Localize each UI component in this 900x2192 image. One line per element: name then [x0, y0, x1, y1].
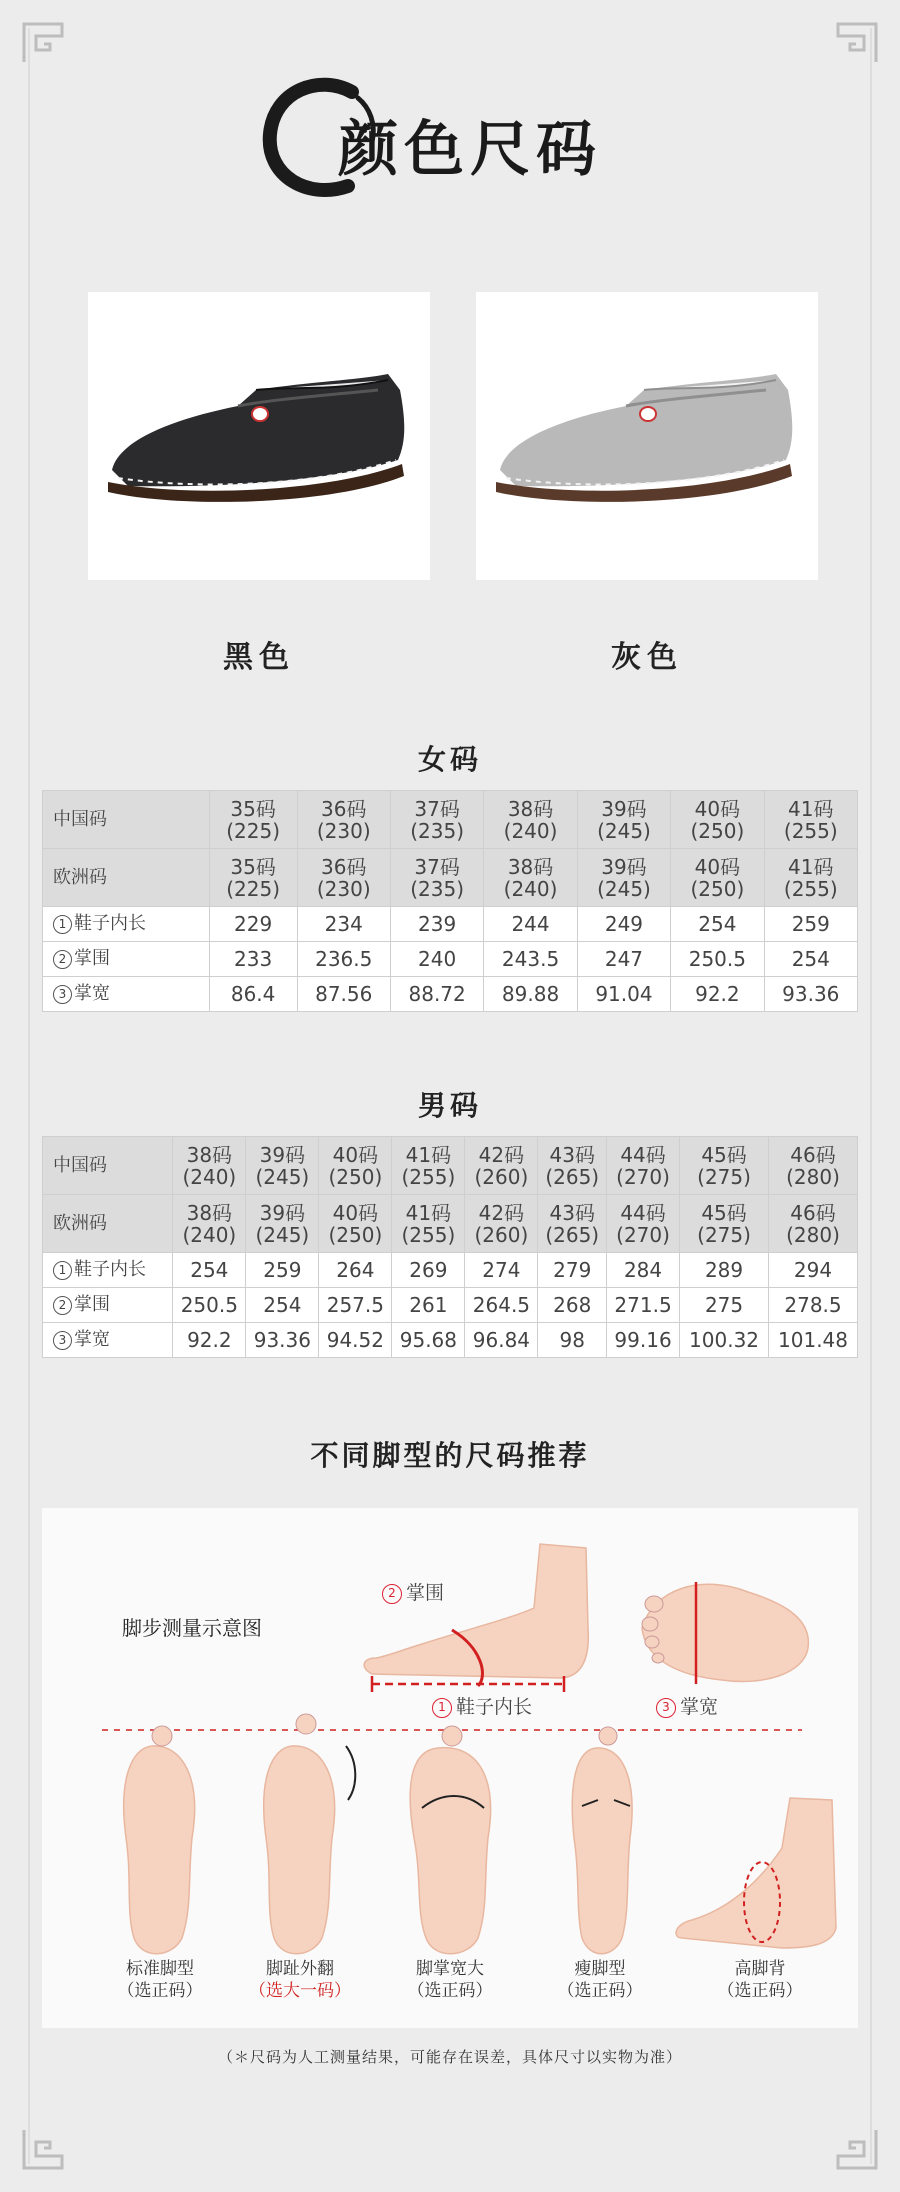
foot-type-slim [530, 1958, 670, 2002]
measurement-cell: 93.36 [764, 977, 857, 1012]
product-image-black[interactable] [88, 292, 430, 580]
size-mm: (280) [786, 1222, 840, 1247]
size-code: 38码 [507, 796, 554, 821]
measurement-cell: 268 [538, 1288, 607, 1323]
size-code: 40码 [694, 796, 741, 821]
foot-type-tip: （选大一码） [249, 1981, 351, 2001]
size-mm: (245) [255, 1164, 310, 1189]
size-code: 43码 [549, 1142, 595, 1167]
size-code: 41码 [405, 1142, 452, 1167]
size-code: 42码 [478, 1200, 525, 1225]
measure-diagram-label: 脚步测量示意图 [122, 1616, 262, 1640]
size-code: 35码 [230, 854, 276, 879]
product-image-grey[interactable] [476, 292, 818, 580]
size-cell [392, 1195, 465, 1253]
size-cell [465, 1195, 538, 1253]
row-number-badge: 2 [53, 1296, 72, 1315]
callout-width-label: 掌宽 [680, 1696, 719, 1718]
size-code: 41码 [405, 1200, 452, 1225]
measurement-cell: 99.16 [607, 1323, 680, 1358]
measurement-cell: 89.88 [484, 977, 577, 1012]
measurement-cell: 259 [764, 907, 857, 942]
row-label: 欧洲码 [43, 849, 210, 907]
row-number-badge: 3 [53, 1331, 72, 1350]
foot-type-standard [90, 1958, 230, 2002]
row-label-text: 掌宽 [74, 1329, 110, 1350]
measurement-cell: 91.04 [577, 977, 670, 1012]
measurement-cell: 101.48 [769, 1323, 858, 1358]
size-mm: (260) [474, 1164, 529, 1189]
foot-side-icon [364, 1544, 588, 1692]
size-code: 36码 [321, 796, 367, 821]
size-code: 45码 [701, 1142, 747, 1167]
size-code: 40码 [694, 854, 741, 879]
size-cell [769, 1137, 858, 1195]
size-cell [319, 1195, 392, 1253]
foot-illustrations [42, 1508, 858, 2028]
foot-sole-wide-icon [410, 1726, 490, 1954]
row-label [43, 907, 210, 942]
measurement-row [43, 1253, 858, 1288]
size-mm: (250) [328, 1164, 383, 1189]
recommend-title: 不同脚型的尺码推荐 [310, 1439, 590, 1472]
size-code: 38码 [186, 1200, 233, 1225]
size-mm: (245) [597, 818, 651, 843]
measurement-cell: 240 [390, 942, 483, 977]
callout-girth-label: 掌围 [406, 1582, 445, 1604]
measurement-cell: 254 [173, 1253, 246, 1288]
foot-sole-bunion-icon [264, 1714, 356, 1954]
measurement-row [43, 1288, 858, 1323]
size-code: 46码 [790, 1142, 836, 1167]
measurement-cell: 261 [392, 1288, 465, 1323]
measurement-cell: 289 [680, 1253, 769, 1288]
measurement-cell: 259 [246, 1253, 319, 1288]
size-code: 44码 [620, 1200, 666, 1225]
measurement-row [43, 942, 858, 977]
row-label-text: 鞋子内长 [74, 1259, 146, 1280]
color-label-grey: 灰色 [611, 640, 683, 675]
foot-type-panel [42, 1508, 858, 2028]
size-code: 42码 [478, 1142, 525, 1167]
corner-ornament [834, 2126, 880, 2172]
row-number-badge: 2 [53, 950, 72, 969]
size-cell [390, 849, 483, 907]
callout-length-number: 1 [432, 1698, 452, 1718]
row-number-badge: 1 [53, 915, 72, 934]
measurement-cell: 271.5 [607, 1288, 680, 1323]
size-code: 41码 [788, 796, 834, 821]
measurement-cell: 244 [484, 907, 577, 942]
size-mm: (240) [182, 1164, 237, 1189]
size-cell [764, 791, 857, 849]
measurement-cell: 269 [392, 1253, 465, 1288]
measurement-cell: 87.56 [297, 977, 390, 1012]
measurement-cell: 254 [764, 942, 857, 977]
size-cell [577, 849, 670, 907]
corner-ornament [20, 20, 66, 66]
row-label-text: 掌围 [74, 1294, 110, 1315]
size-cell [173, 1195, 246, 1253]
foot-type-name: 脚趾外翻 [266, 1959, 334, 1979]
size-code: 38码 [507, 854, 554, 879]
foot-type-tip: （选正码） [407, 1981, 493, 2001]
size-mm: (240) [503, 818, 558, 843]
size-cell [671, 791, 764, 849]
size-mm: (280) [786, 1164, 840, 1189]
foot-type-wide [380, 1958, 520, 2002]
size-code: 43码 [549, 1200, 595, 1225]
foot-sole-standard-icon [124, 1726, 195, 1954]
measurement-cell: 92.2 [671, 977, 764, 1012]
measurement-cell: 93.36 [246, 1323, 319, 1358]
disclaimer-note: （＊尺码为人工测量结果，可能存在误差，具体尺寸以实物为准） [217, 2048, 682, 2066]
measurement-cell: 96.84 [465, 1323, 538, 1358]
size-mm: (230) [316, 818, 371, 843]
size-code: 37码 [414, 796, 460, 821]
measurement-cell: 264.5 [465, 1288, 538, 1323]
callout-girth [382, 1578, 444, 1605]
foot-type-name: 脚掌宽大 [416, 1959, 484, 1979]
size-code: 38码 [186, 1142, 233, 1167]
measurement-cell: 274 [465, 1253, 538, 1288]
size-code: 39码 [259, 1142, 306, 1167]
size-cell [769, 1195, 858, 1253]
measurement-cell: 254 [246, 1288, 319, 1323]
size-cell [680, 1195, 769, 1253]
size-cell [465, 1137, 538, 1195]
measurement-cell: 284 [607, 1253, 680, 1288]
corner-ornament [20, 2126, 66, 2172]
measurement-row [43, 1323, 858, 1358]
row-label-text: 掌宽 [74, 983, 110, 1004]
measurement-cell: 249 [577, 907, 670, 942]
row-number-badge: 3 [53, 985, 72, 1004]
size-mm: (250) [690, 818, 745, 843]
measurement-cell: 250.5 [671, 942, 764, 977]
size-mm: (275) [697, 1222, 751, 1247]
foot-side-high-arch-icon [676, 1798, 836, 1948]
size-code: 39码 [601, 796, 647, 821]
size-cell [680, 1137, 769, 1195]
size-mm: (270) [616, 1164, 670, 1189]
measurement-cell: 88.72 [390, 977, 483, 1012]
women-size-table [42, 790, 858, 1012]
size-mm: (240) [182, 1222, 237, 1247]
size-mm: (250) [328, 1222, 383, 1247]
measurement-cell: 239 [390, 907, 483, 942]
size-code: 44码 [620, 1142, 666, 1167]
callout-width-number: 3 [656, 1698, 676, 1718]
row-number-badge: 1 [53, 1261, 72, 1280]
size-code: 36码 [321, 854, 367, 879]
size-cell [173, 1137, 246, 1195]
size-mm: (265) [545, 1164, 600, 1189]
measurement-cell: 257.5 [319, 1288, 392, 1323]
row-label [43, 1288, 173, 1323]
measurement-cell: 236.5 [297, 942, 390, 977]
size-mm: (255) [783, 818, 838, 843]
size-header-row [43, 1195, 858, 1253]
size-code: 40码 [332, 1142, 379, 1167]
callout-width [656, 1692, 718, 1719]
measurement-cell: 247 [577, 942, 670, 977]
row-label: 中国码 [43, 791, 210, 849]
size-mm: (275) [697, 1164, 751, 1189]
row-label-text: 掌围 [74, 948, 110, 969]
size-header-row [43, 1137, 858, 1195]
shoe-grey-icon [476, 292, 818, 580]
size-mm: (225) [226, 876, 281, 901]
size-cell [671, 849, 764, 907]
size-cell [577, 791, 670, 849]
size-mm: (235) [410, 876, 465, 901]
measurement-cell: 95.68 [392, 1323, 465, 1358]
size-cell [246, 1137, 319, 1195]
size-code: 40码 [332, 1200, 379, 1225]
size-mm: (260) [474, 1222, 529, 1247]
men-size-title: 男码 [417, 1089, 482, 1122]
size-code: 41码 [788, 854, 834, 879]
foot-type-tip: （选正码） [717, 1981, 803, 2001]
measurement-cell: 278.5 [769, 1288, 858, 1323]
foot-sole-slim-icon [572, 1727, 632, 1954]
size-cell [538, 1195, 607, 1253]
row-label [43, 1323, 173, 1358]
measurement-cell: 233 [209, 942, 297, 977]
size-mm: (255) [783, 876, 838, 901]
foot-type-bunion [230, 1958, 370, 2002]
size-mm: (230) [316, 876, 371, 901]
row-label [43, 977, 210, 1012]
size-mm: (245) [597, 876, 651, 901]
row-label [43, 942, 210, 977]
size-mm: (255) [401, 1164, 456, 1189]
size-mm: (235) [410, 818, 465, 843]
foot-type-tip: （选正码） [557, 1981, 643, 2001]
size-mm: (245) [255, 1222, 310, 1247]
size-cell [209, 849, 297, 907]
measurement-cell: 254 [671, 907, 764, 942]
measurement-cell: 100.32 [680, 1323, 769, 1358]
measurement-cell: 275 [680, 1288, 769, 1323]
size-code: 35码 [230, 796, 276, 821]
size-cell [764, 849, 857, 907]
callout-length [432, 1692, 532, 1719]
size-code: 39码 [601, 854, 647, 879]
size-cell [607, 1137, 680, 1195]
size-cell [297, 791, 390, 849]
size-mm: (240) [503, 876, 558, 901]
page-title: 颜色尺码 [338, 115, 602, 185]
size-code: 46码 [790, 1200, 836, 1225]
measurement-cell: 264 [319, 1253, 392, 1288]
size-cell [319, 1137, 392, 1195]
size-cell [607, 1195, 680, 1253]
shoe-black-icon [88, 292, 430, 580]
row-label [43, 1253, 173, 1288]
foot-type-name: 瘦脚型 [574, 1959, 626, 1979]
size-mm: (225) [226, 818, 281, 843]
men-size-table [42, 1136, 858, 1358]
foot-type-tip: （选正码） [117, 1981, 203, 2001]
measurement-cell: 234 [297, 907, 390, 942]
measurement-cell: 94.52 [319, 1323, 392, 1358]
size-cell [297, 849, 390, 907]
measurement-cell: 243.5 [484, 942, 577, 977]
row-label-text: 鞋子内长 [74, 913, 146, 934]
callout-girth-number: 2 [382, 1584, 402, 1604]
row-label: 中国码 [43, 1137, 173, 1195]
size-cell [392, 1137, 465, 1195]
color-label-black: 黑色 [223, 640, 295, 675]
size-cell [484, 849, 577, 907]
measurement-cell: 279 [538, 1253, 607, 1288]
corner-ornament [834, 20, 880, 66]
measurement-cell: 98 [538, 1323, 607, 1358]
size-code: 45码 [701, 1200, 747, 1225]
size-header-row [43, 791, 858, 849]
measurement-row [43, 977, 858, 1012]
size-mm: (255) [401, 1222, 456, 1247]
size-code: 37码 [414, 854, 460, 879]
callout-length-label: 鞋子内长 [456, 1696, 533, 1718]
size-cell [538, 1137, 607, 1195]
size-header-row [43, 849, 858, 907]
measurement-cell: 86.4 [209, 977, 297, 1012]
size-mm: (250) [690, 876, 745, 901]
page-header [260, 72, 680, 202]
measurement-row [43, 907, 858, 942]
foot-type-name: 高脚背 [734, 1959, 786, 1979]
measurement-cell: 250.5 [173, 1288, 246, 1323]
foot-type-high-arch [690, 1958, 830, 2002]
size-cell [484, 791, 577, 849]
measurement-cell: 229 [209, 907, 297, 942]
measurement-cell: 294 [769, 1253, 858, 1288]
measurement-cell: 92.2 [173, 1323, 246, 1358]
size-mm: (270) [616, 1222, 670, 1247]
women-size-title: 女码 [417, 743, 482, 776]
size-mm: (265) [545, 1222, 600, 1247]
size-cell [209, 791, 297, 849]
size-cell [246, 1195, 319, 1253]
row-label: 欧洲码 [43, 1195, 173, 1253]
foot-type-name: 标准脚型 [126, 1959, 194, 1979]
foot-top-icon [642, 1582, 808, 1684]
size-cell [390, 791, 483, 849]
size-code: 39码 [259, 1200, 306, 1225]
